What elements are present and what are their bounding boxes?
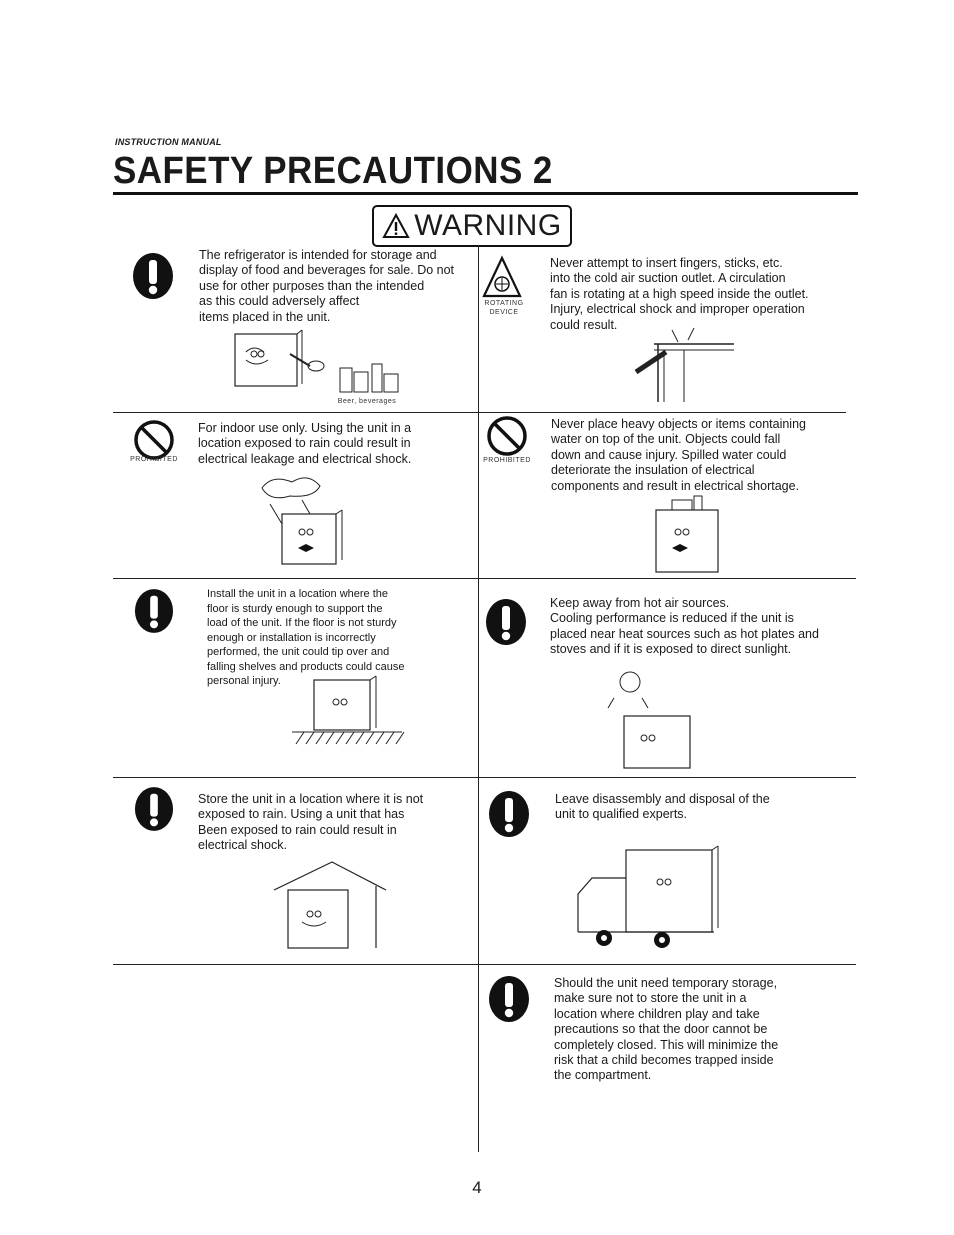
exclamation-circle-icon (488, 975, 530, 1023)
section-4-right-text: Leave disassembly and disposal of the unit to qualified experts. (555, 792, 770, 822)
truck-disposal-illustration (574, 846, 744, 950)
center-divider (478, 245, 479, 1152)
fridge-heavy-objects-illustration (644, 494, 740, 574)
manual-label: INSTRUCTION MANUAL (115, 137, 222, 147)
fan-outlet-illustration (634, 326, 744, 406)
section-3-left-text: Install the unit in a location where the floor is sturdy enough to support the load of the unit. If the floor is not sturdy enough or installation is incorrectly performed, the unit could tip over and falling shelves and products could cause personal injury. (207, 588, 405, 687)
prohibited-label: PROHIBITED (483, 457, 531, 464)
rotating-device-warning-icon (482, 256, 522, 298)
section-3-right-text: Keep away from hot air sources. Cooling performance is reduced if the unit is placed near heat sources such as hot plates and stoves and if it is exposed to direct sunlight. (550, 596, 819, 657)
row-divider-2 (113, 578, 856, 579)
warning-triangle-icon (382, 213, 410, 239)
page-number: 4 (472, 1178, 482, 1197)
row-divider-4 (113, 964, 856, 965)
fridge-sheltered-illustration (262, 856, 392, 952)
prohibited-label: PROHIBITED (130, 456, 178, 463)
section-4-left-text: Store the unit in a location where it is not exposed to rain. Using a unit that has Been exposed to rain could result in electrical shock. (198, 792, 424, 853)
beer-caption: Beer, beverages (337, 398, 397, 405)
section-2-right-text: Never place heavy objects or items containing water on top of the unit. Objects could fall down and cause injury. Spilled water could deteriorate the insulation of electrical components and result in electrical shortage. (551, 417, 806, 493)
rotating-label-1: ROTATING (484, 300, 524, 307)
fridge-sturdy-floor-illustration (282, 676, 412, 746)
exclamation-circle-icon (488, 790, 530, 838)
exclamation-circle-icon (134, 588, 174, 634)
section-1-right-text: Never attempt to insert fingers, sticks, etc. into the cold air suction outlet. A circulation fan is rotating at a high speed inside the outlet. Injury, electrical shock and improper operation could result. (550, 256, 809, 332)
page-title: SAFETY PRECAUTIONS 2 (113, 150, 553, 192)
row-divider-1 (113, 412, 846, 413)
row-divider-3 (113, 777, 856, 778)
exclamation-circle-icon (485, 598, 527, 646)
warning-label: WARNING (414, 209, 562, 242)
prohibited-circle-icon (133, 419, 175, 461)
section-5-right-text: Should the unit need temporary storage, make sure not to store the unit in a location where children play and take precautions so that the door cannot be completely closed. This will minimize the risk that a child becomes trapped inside the compartment. (554, 976, 779, 1083)
rotating-label-2: DEVICE (489, 309, 519, 316)
section-2-left-text: For indoor use only. Using the unit in a location exposed to rain could result in electrical leakage and electrical shock. (198, 421, 412, 466)
warning-box (372, 205, 572, 247)
section-1-left-text: The refrigerator is intended for storage and display of food and beverages for sale. Do not use for other purposes than the intended as this could adversely affect items placed in the unit. (199, 248, 455, 324)
title-rule (113, 192, 858, 195)
fridge-beverages-illustration (232, 332, 412, 400)
fridge-in-rain-illustration (252, 474, 362, 568)
fridge-heat-source-illustration (604, 668, 704, 772)
exclamation-circle-icon (132, 252, 174, 300)
exclamation-circle-icon (134, 786, 174, 832)
prohibited-circle-icon (486, 415, 528, 457)
